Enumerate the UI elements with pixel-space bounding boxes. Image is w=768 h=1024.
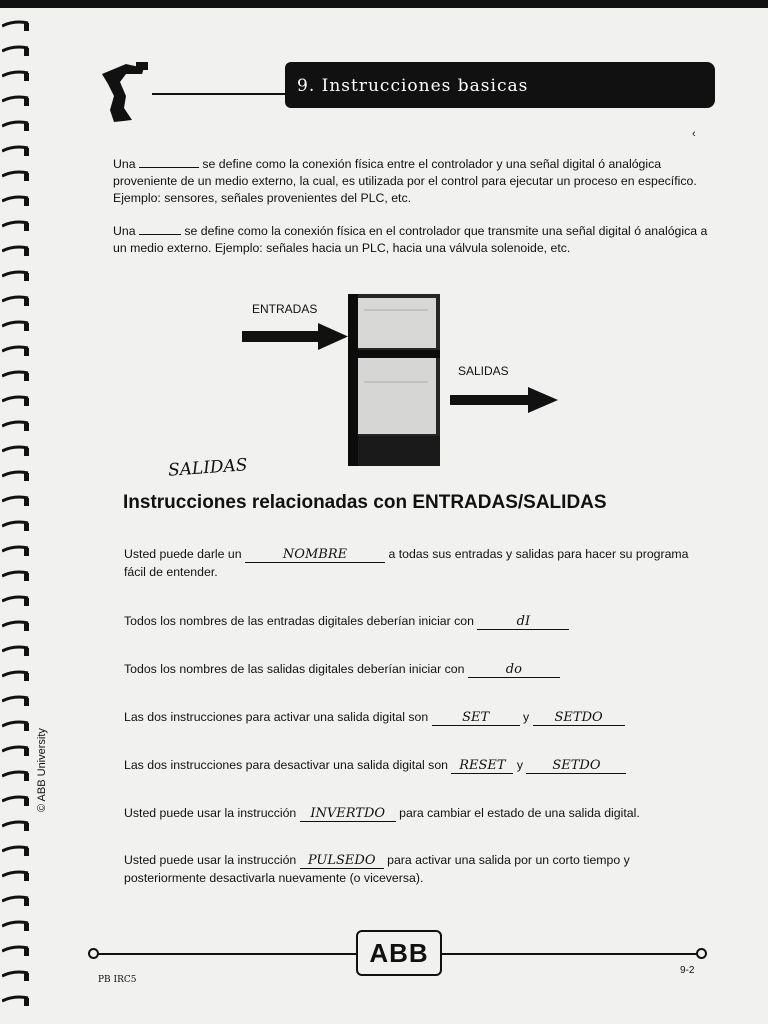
binding-ring-icon (2, 245, 32, 257)
binding-ring-icon (2, 795, 32, 807)
question-name (124, 545, 704, 581)
question-digital-output-prefix (124, 660, 560, 678)
answer-field[interactable]: dI (477, 615, 569, 630)
binding-ring-icon (2, 520, 32, 532)
question-text: para activar una salida por un corto tiempo y posteriormente desactivarla nuevamente (o viceversa). (124, 853, 630, 885)
handwritten-note: SALIDAS (167, 455, 249, 481)
binding-ring-icon (2, 295, 32, 307)
blank-output-term (139, 222, 181, 235)
footer-dot-right (696, 948, 707, 959)
binding-ring-icon (2, 145, 32, 157)
binding-ring-icon (2, 570, 32, 582)
conjunction-text: y (523, 710, 530, 724)
binding-ring-icon (2, 895, 32, 907)
binding-ring-icon (2, 595, 32, 607)
question-text: Usted puede usar la instrucción (124, 853, 297, 867)
binding-ring-icon (2, 395, 32, 407)
binding-ring-icon (2, 995, 32, 1007)
question-text: Todos los nombres de las entradas digitales deberían iniciar con (124, 614, 474, 628)
paragraph-text: se define como la conexión física en el controlador que transmite una señal digital ó analógica a un medio externo. Ejemplo: señales hacia un PLC, hacia una válvula solenoide, etc. (113, 224, 708, 255)
question-text: Las dos instrucciones para activar una salida digital son (124, 710, 429, 724)
binding-ring-icon (2, 620, 32, 632)
abb-logo-text: ABB (369, 937, 429, 968)
paragraph-input-definition (113, 155, 713, 207)
io-diagram (240, 292, 570, 472)
input-arrow-icon (240, 322, 350, 352)
binding-ring-icon (2, 695, 32, 707)
page-top-edge (0, 0, 768, 8)
binding-ring-icon (2, 495, 32, 507)
binding-ring-icon (2, 970, 32, 982)
binding-ring-icon (2, 745, 32, 757)
question-text: Las dos instrucciones para desactivar una salida digital son (124, 758, 449, 772)
footer-dot-left (88, 948, 99, 959)
answer-field[interactable]: SETDO (533, 711, 625, 726)
copyright-sidebar: © ABB University (36, 728, 48, 812)
question-text: Usted puede usar la instrucción (124, 806, 297, 820)
question-digital-input-prefix (124, 612, 569, 630)
question-pulse-output (124, 851, 704, 887)
question-text: a todas sus entradas y salidas para hacer su programa fácil de entender. (124, 547, 689, 579)
binding-ring-icon (2, 720, 32, 732)
question-text: Usted puede darle un (124, 547, 242, 561)
binding-ring-icon (2, 920, 32, 932)
binding-ring-icon (2, 270, 32, 282)
binding-ring-icon (2, 345, 32, 357)
answer-field[interactable]: RESET (451, 759, 513, 774)
binding-ring-icon (2, 120, 32, 132)
robot-icon (96, 60, 152, 126)
answer-field[interactable]: SETDO (526, 759, 626, 774)
binding-ring-icon (2, 545, 32, 557)
answer-field[interactable]: PULSEDO (300, 854, 384, 869)
binding-ring-icon (2, 945, 32, 957)
answer-field[interactable]: SET (432, 711, 520, 726)
binding-ring-icon (2, 420, 32, 432)
binding-ring-icon (2, 370, 32, 382)
binding-ring-icon (2, 20, 32, 32)
input-label: ENTRADAS (252, 302, 318, 316)
binding-ring-icon (2, 470, 32, 482)
question-activate-output (124, 708, 625, 726)
blank-input-term (139, 155, 199, 168)
answer-field[interactable]: do (468, 663, 560, 678)
paragraph-prefix: Una (113, 157, 136, 171)
binding-ring-icon (2, 845, 32, 857)
binding-ring-icon (2, 95, 32, 107)
section-title: 9. Instrucciones basicas (285, 62, 715, 108)
binding-ring-icon (2, 870, 32, 882)
binding-ring-icon (2, 170, 32, 182)
footer-code: PB IRC5 (98, 975, 137, 985)
binding-ring-icon (2, 320, 32, 332)
paragraph-output-definition (113, 222, 713, 257)
answer-field[interactable]: INVERTDO (300, 807, 396, 822)
paragraph-text: se define como la conexión física entre el controlador y una señal digital ó analógica proveniente de un medio externo, la cual, es utilizada por el control para ejecutar un proceso en específico. Ejemplo: sensores, señales provenientes del PLC, etc. (113, 157, 697, 205)
output-arrow-icon (448, 386, 560, 416)
binding-ring-icon (2, 445, 32, 457)
question-text: Todos los nombres de las salidas digitales deberían iniciar con (124, 662, 465, 676)
margin-mark: ‹ (692, 128, 696, 140)
page-number: 9-2 (680, 965, 695, 976)
binding-ring-icon (2, 820, 32, 832)
binding-ring-icon (2, 70, 32, 82)
header-rule (152, 93, 290, 95)
paragraph-prefix: Una (113, 224, 136, 238)
question-deactivate-output (124, 756, 626, 774)
question-text: para cambiar el estado de una salida digital. (399, 806, 640, 820)
abb-logo (356, 930, 442, 976)
controller-cabinet-icon (344, 292, 444, 468)
output-label: SALIDAS (458, 364, 509, 378)
question-invert-output (124, 804, 640, 822)
binding-ring-icon (2, 770, 32, 782)
answer-field[interactable]: NOMBRE (245, 548, 385, 563)
spiral-binding (0, 20, 34, 1020)
section-heading: Instrucciones relacionadas con ENTRADAS/SALIDAS (123, 492, 607, 513)
conjunction-text: y (516, 758, 524, 772)
binding-ring-icon (2, 645, 32, 657)
binding-ring-icon (2, 45, 32, 57)
binding-ring-icon (2, 195, 32, 207)
binding-ring-icon (2, 670, 32, 682)
binding-ring-icon (2, 220, 32, 232)
